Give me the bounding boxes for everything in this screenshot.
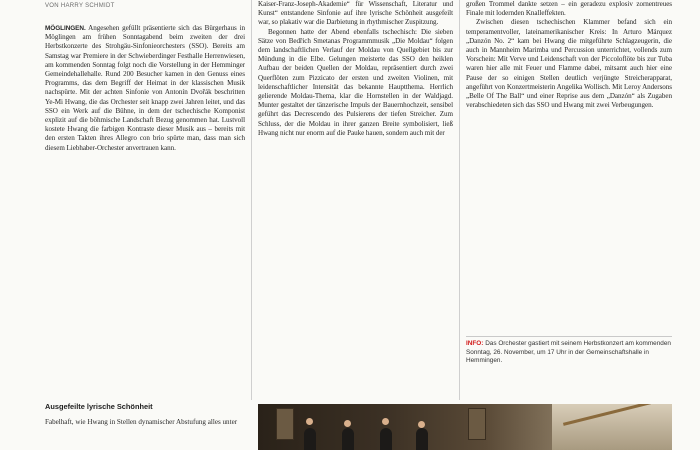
article-paragraph: Kaiser-Franz-Joseph-Akademie“ für Wissenschaft, Literatur und Kunst“ entstandene Sinfonie auf ihre lyrische Schönheit ausgefeilt war, so plakativ war die Darbietung in rhythmischer Zuspitzung. (258, 0, 453, 27)
article-column-3 (466, 0, 672, 110)
article-column-1 (45, 24, 245, 153)
photo-wall-panel (468, 408, 486, 440)
article-paragraph: großen Trommel dankte setzen – ein geradezu explosiv zornentreues Finale mit lodernden Knalleffekten. (466, 0, 672, 18)
article-continuation-text: Fabelhaft, wie Hwang in Stellen dynamischer Abstufung alles unter (45, 418, 238, 426)
article-column-2 (258, 0, 453, 138)
info-tag: INFO: (466, 340, 484, 347)
info-box (466, 336, 672, 366)
photo-person-head (344, 420, 351, 427)
photo-wall-panel (276, 408, 294, 440)
article-paragraph: Begonnen hatte der Abend ebenfalls tschechisch: Die sieben Sätze von Bedřich Smetanas Programmmusik „Die Moldau“ folgen dem landschaftlichen Verlauf der Moldau von Quellgebiet bis zur Mündung in die Elbe. Gelungen meisterte das SSO den heiklen Aufbau der beiden Quellen der Moldau, repräsentiert durch zwei Querflöten zum Pizzicato der ersten und zweiten Violinen, mit leidenschaftlicher Intensität das bekannte Hauptthema. Herrlich gelierende Moldau-Thema, klar die Hornstellen in der Waldjagd. Munter gestaltet der tänzerische Impuls der Bauernhochzeit, sensibel geführt das Decrescendo des Pulsierens der tiefen Streicher. Zum Schluss, der die Moldau in ihrer ganzen Breite symbolisiert, ließ Hwang nicht nur enorm auf die Pauke hauen, sondern auch mit der (258, 27, 453, 137)
photo-person-head (418, 421, 425, 428)
photo-person-head (306, 418, 313, 425)
dateline-place: MÖGLINGEN. (45, 25, 86, 32)
byline: VON HARRY SCHMIDT (45, 3, 115, 9)
photo-person (304, 428, 316, 450)
column-divider (251, 0, 252, 400)
column-divider (459, 0, 460, 400)
photo-person (342, 428, 354, 450)
photo-person-head (382, 418, 389, 425)
article-subheading: Ausgefeilte lyrische Schönheit (45, 402, 153, 411)
photo-person (380, 428, 392, 450)
article-lead-text: Angesehen gefüllt präsentierte sich das Bürgerhaus in Möglingen am frühen Sonntagabend beim zweiten der drei Herbstkonzerte des Strohgäu-Sinfonieorchesters (SSO). Bereits am Samstag war Premiere in der Schwieberdinger Festhalle Herrenwiesen, am kommenden Sonntag folgt noch die Vorstellung in der Hemminger Gemeindehallehalle. Rund 200 Besucher kamen in den Genuss eines Programms, das dem Begriff der Heimat in der klassischen Musik nachspürte. Mit der achten Sinfonie von Antonín Dvořák beschritten Ye-Mi Hwang, die das Orchester seit knapp zwei Jahren leitet, und das SSO ein Werk auf die Bühne, in dem der tschechische Komponist explizit auf die böhmische Landschaft Bezug genommen hat. Lustvoll kostete Hwang die farbigen Kontraste dieser Musik aus – bereits mit den ersten Takten ihres Allegro con brio spürte man, dass man sich diesem Liebhaber-Orchester anvertrauen kann. (45, 24, 245, 152)
article-paragraph: Zwischen diesen tschechischen Klammer befand sich ein temperamentvoller, lateinamerikanischer Kreis: In Arturo Márquez „Danzón No. 2“ kam bei Hwang die mitgeführte Schlagzeugerin, die auch in Mannheim Marimba und Percussion unterrichtet, vollends zum Vorschein: Mit Verve und Leidenschaft von der Piccoloflöte bis zur Tuba waren hier alle mit Feuer und Flamme dabei, mitsamt auch hier eine Pause der so einigen Stellen deutlich verjüngte Streicherapparat, angeführt von Konzertmeisterin Angelika Wollisch. Mit Leroy Andersons „Belle Of The Ball“ und einer Reprise aus dem „Danzón“ als Zugaben verabschiedeten sich das SSO und Hwang mit zwei Verbeugungen. (466, 18, 672, 110)
photo-person (416, 428, 428, 450)
info-text: Das Orchester gastiert mit seinem Herbstkonzert am kommenden Sonntag, 26. November, um 17 Uhr in der Gemeinschaftshalle in Hemmingen. (466, 340, 671, 365)
orchestra-photo (258, 404, 672, 450)
